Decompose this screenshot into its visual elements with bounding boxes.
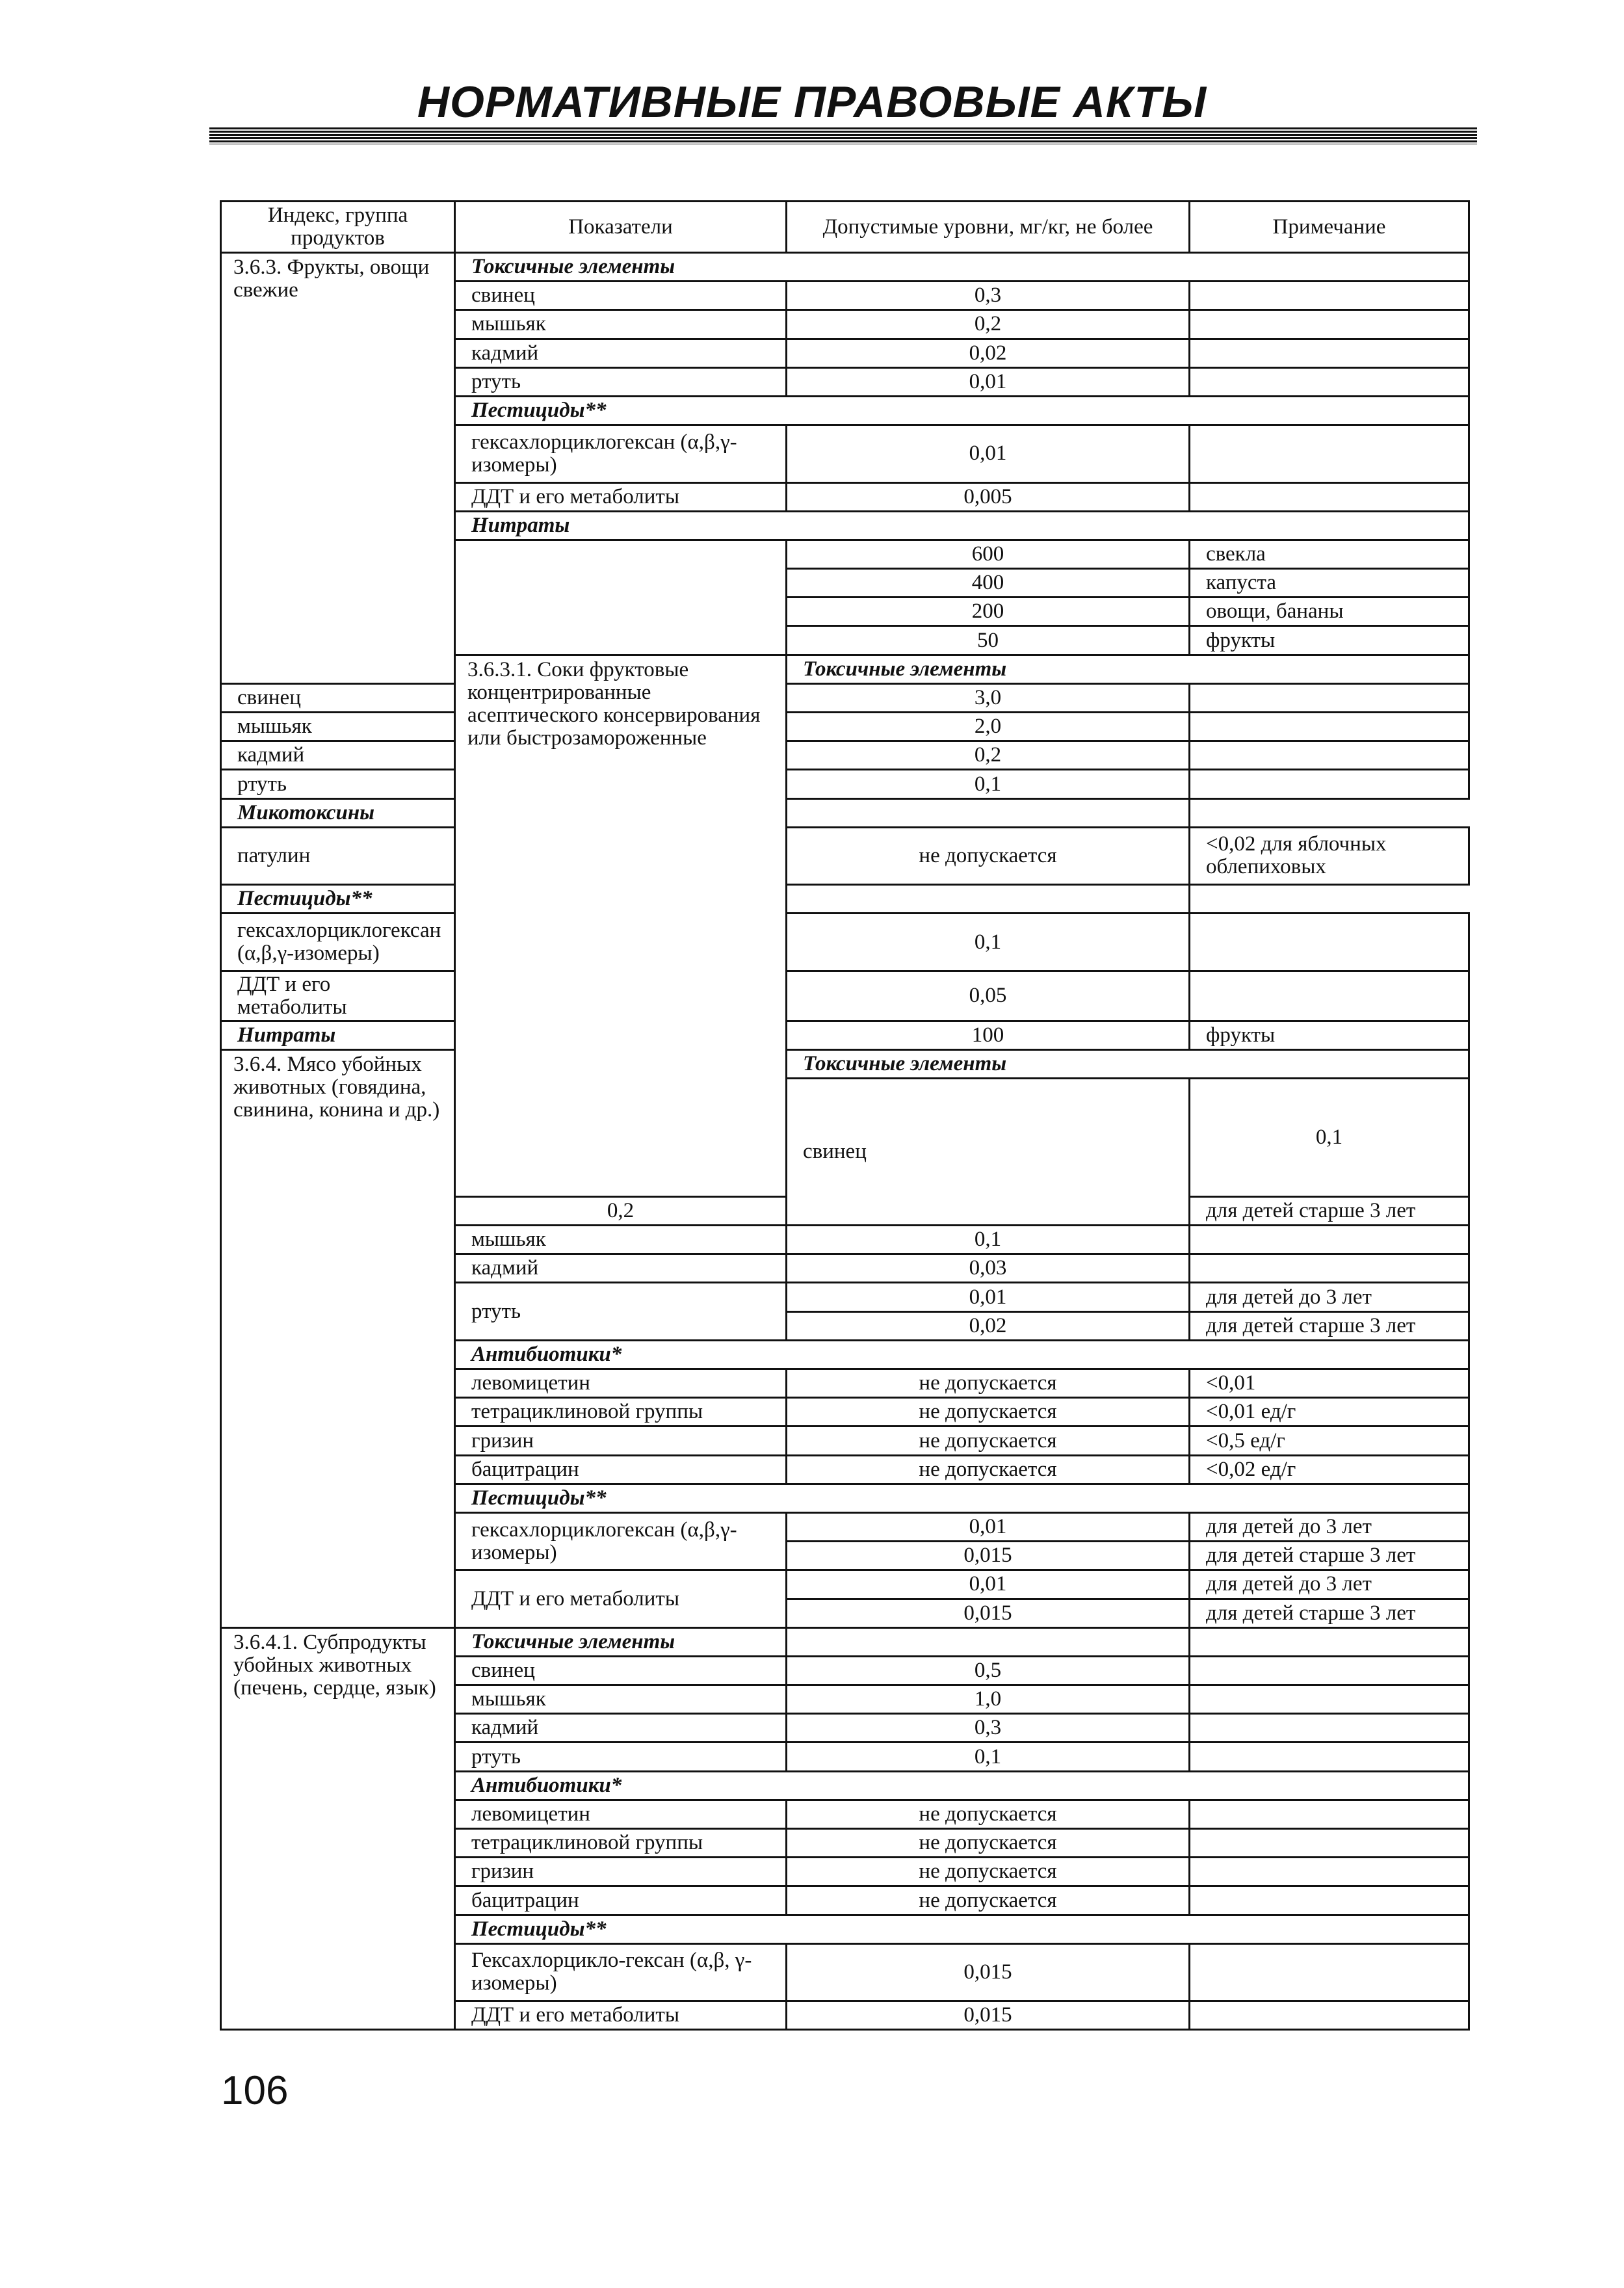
table-cell <box>1190 1943 1469 2001</box>
limit-value-cell: 0,2 <box>455 1196 787 1225</box>
table-body <box>221 253 1469 2030</box>
limit-value-cell: не допускается <box>787 1398 1190 1427</box>
table-cell <box>1190 425 1469 482</box>
limit-value-cell: 0,2 <box>787 310 1190 339</box>
table-cell: левомицетин <box>455 1800 787 1828</box>
table-cell: тетрациклиновой группы <box>455 1398 787 1427</box>
table-cell: мышьяк <box>455 310 787 339</box>
limit-value-cell: не допускается <box>787 1455 1190 1484</box>
table-cell <box>1190 770 1469 798</box>
table-cell: гексахлорциклогексан (α,β,γ-изомеры) <box>455 425 787 482</box>
table-cell: свинец <box>221 683 455 712</box>
limit-value-cell: 200 <box>787 598 1190 626</box>
table-cell <box>1190 1656 1469 1685</box>
limit-value-cell: 0,1 <box>787 1226 1190 1254</box>
table-row <box>221 971 1469 1021</box>
table-cell <box>1190 1800 1469 1828</box>
section-heading-cell: Нитраты <box>455 511 1469 540</box>
table-cell: <0,02 ед/г <box>1190 1455 1469 1484</box>
table-row <box>221 1049 1469 1078</box>
limits-table <box>220 200 1470 2031</box>
table-cell: овощи, бананы <box>1190 598 1469 626</box>
table-cell <box>1190 1685 1469 1714</box>
table-row <box>221 798 1469 827</box>
table-cell: для детей старше 3 лет <box>1190 1599 1469 1627</box>
table-cell: мышьяк <box>455 1226 787 1254</box>
column-header-note: Примечание <box>1190 202 1469 253</box>
limit-value-cell: 2,0 <box>787 713 1190 741</box>
table-cell <box>1190 1742 1469 1771</box>
section-heading-cell: Антибиотики* <box>455 1771 1469 1800</box>
limit-value-cell: не допускается <box>787 1886 1190 1915</box>
product-group-cell: 3.6.3.1. Соки фруктовые концентрированные асептического консервирования или быстрозамороженные <box>455 655 787 1196</box>
table-header-row <box>221 202 1469 253</box>
table-cell: свинец <box>787 1079 1190 1226</box>
section-heading-cell: Токсичные элементы <box>787 655 1469 683</box>
table-cell: капуста <box>1190 569 1469 598</box>
table-cell: ДДТ и его метаболиты <box>455 2001 787 2030</box>
table-cell <box>1190 1858 1469 1886</box>
table-cell: свинец <box>455 282 787 310</box>
table-row <box>221 741 1469 770</box>
limit-value-cell: 600 <box>787 540 1190 568</box>
table-cell: кадмий <box>455 339 787 367</box>
limit-value-cell: 0,02 <box>787 1311 1190 1340</box>
product-group-cell: 3.6.4.1. Субпродукты убойных животных (печень, сердце, язык) <box>221 1627 455 2030</box>
table-cell <box>1190 339 1469 367</box>
limit-value-cell: 0,015 <box>787 1943 1190 2001</box>
section-heading-cell: Токсичные элементы <box>455 253 1469 282</box>
limit-value-cell: не допускается <box>787 827 1190 884</box>
table-cell <box>1190 1226 1469 1254</box>
column-header-index: Индекс, группа продуктов <box>221 202 455 253</box>
table-cell <box>1190 741 1469 770</box>
table-cell <box>1190 914 1469 971</box>
table-cell: гексахлорциклогексан (α,β,γ-изомеры) <box>221 914 455 971</box>
table-row <box>221 770 1469 798</box>
limit-value-cell: 400 <box>787 569 1190 598</box>
table-cell: гризин <box>455 1427 787 1455</box>
table-cell: для детей до 3 лет <box>1190 1283 1469 1311</box>
limit-value-cell: 0,1 <box>1190 1079 1469 1197</box>
table-cell: патулин <box>221 827 455 884</box>
limit-value-cell: 0,015 <box>787 1599 1190 1627</box>
section-heading-cell: Токсичные элементы <box>455 1627 787 1656</box>
page-number: 106 <box>221 2068 289 2113</box>
limit-value-cell: 0,01 <box>787 425 1190 482</box>
limit-value-cell: 0,5 <box>787 1656 1190 1685</box>
table-cell <box>455 540 787 655</box>
limit-value-cell: 0,02 <box>787 339 1190 367</box>
table-cell: гексахлорциклогексан (α,β,γ-изомеры) <box>455 1512 787 1570</box>
limit-value-cell: 0,015 <box>787 1542 1190 1570</box>
table-cell <box>1190 971 1469 1021</box>
table-cell <box>1190 282 1469 310</box>
table-cell: свинец <box>455 1656 787 1685</box>
table-cell <box>1190 713 1469 741</box>
table-cell: для детей до 3 лет <box>1190 1570 1469 1599</box>
limit-value-cell: 0,01 <box>787 1283 1190 1311</box>
column-header-levels: Допустимые уровни, мг/кг, не более <box>787 202 1190 253</box>
table-cell: для детей старше 3 лет <box>1190 1196 1469 1225</box>
table-cell: тетрациклиновой группы <box>455 1829 787 1858</box>
table-row <box>221 1021 1469 1049</box>
section-heading-cell: Токсичные элементы <box>787 1049 1469 1078</box>
table-cell: фрукты <box>1190 626 1469 655</box>
table-cell: кадмий <box>455 1254 787 1283</box>
table-cell: левомицетин <box>455 1369 787 1398</box>
table-row <box>221 713 1469 741</box>
table-row <box>221 914 1469 971</box>
section-heading-cell: Микотоксины <box>221 798 1190 827</box>
limit-value-cell: 0,3 <box>787 282 1190 310</box>
table-row <box>221 827 1469 884</box>
table-cell <box>1190 2001 1469 2030</box>
table-cell <box>1190 1886 1469 1915</box>
section-heading-cell: Пестициды** <box>455 1915 1469 1943</box>
section-heading-cell: Пестициды** <box>455 396 1469 425</box>
table-cell: бацитрацин <box>455 1886 787 1915</box>
table-cell: фрукты <box>1190 1021 1469 1049</box>
table-cell: <0,01 ед/г <box>1190 1398 1469 1427</box>
table-cell <box>1190 683 1469 712</box>
limit-value-cell: 0,05 <box>787 971 1190 1021</box>
table-cell: ДДТ и его метаболиты <box>455 1570 787 1627</box>
table-cell: <0,5 ед/г <box>1190 1427 1469 1455</box>
table-cell: свекла <box>1190 540 1469 568</box>
table-cell: ДДТ и его метаболиты <box>455 482 787 511</box>
section-heading-cell: Пестициды** <box>455 1484 1469 1512</box>
table-cell: ртуть <box>221 770 455 798</box>
limit-value-cell: 50 <box>787 626 1190 655</box>
table-cell: мышьяк <box>221 713 455 741</box>
product-group-cell: 3.6.4. Мясо убойных животных (говядина, свинина, конина и др.) <box>221 1049 455 1627</box>
limit-value-cell: 0,03 <box>787 1254 1190 1283</box>
limit-value-cell: не допускается <box>787 1829 1190 1858</box>
limit-value-cell: 0,3 <box>787 1714 1190 1742</box>
table-cell <box>1190 1714 1469 1742</box>
table-cell: <0,02 для яблочных облепиховых <box>1190 827 1469 884</box>
table-cell <box>787 1627 1190 1656</box>
product-group-cell: 3.6.3. Фрукты, овощи свежие <box>221 253 455 684</box>
table-cell: ртуть <box>455 367 787 396</box>
limit-value-cell: не допускается <box>787 1858 1190 1886</box>
limit-value-cell: 0,01 <box>787 367 1190 396</box>
table-cell: ДДТ и его метаболиты <box>221 971 455 1021</box>
limit-value-cell: 3,0 <box>787 683 1190 712</box>
table-cell <box>1190 1829 1469 1858</box>
table-cell <box>1190 310 1469 339</box>
table-cell <box>1190 1627 1469 1656</box>
header-rule <box>209 127 1477 144</box>
section-heading-cell: Антибиотики* <box>455 1340 1469 1369</box>
table-cell: для детей до 3 лет <box>1190 1512 1469 1541</box>
limit-value-cell: 0,015 <box>787 2001 1190 2030</box>
limit-value-cell: 1,0 <box>787 1685 1190 1714</box>
table-cell: для детей старше 3 лет <box>1190 1542 1469 1570</box>
limit-value-cell: не допускается <box>787 1427 1190 1455</box>
limit-value-cell: 0,01 <box>787 1570 1190 1599</box>
table-cell: <0,01 <box>1190 1369 1469 1398</box>
limit-value-cell: не допускается <box>787 1369 1190 1398</box>
column-header-indicators: Показатели <box>455 202 787 253</box>
table-cell <box>1190 367 1469 396</box>
table-row <box>221 885 1469 914</box>
table-cell: для детей старше 3 лет <box>1190 1311 1469 1340</box>
table-cell <box>1190 1254 1469 1283</box>
table-cell: гризин <box>455 1858 787 1886</box>
table-cell: бацитрацин <box>455 1455 787 1484</box>
table-cell: Гексахлорцикло-гексан (α,β, γ-изомеры) <box>455 1943 787 2001</box>
table-row <box>221 253 1469 282</box>
page-header-title: НОРМАТИВНЫЕ ПРАВОВЫЕ АКТЫ <box>417 77 1207 127</box>
limit-value-cell: 0,005 <box>787 482 1190 511</box>
table-cell: ртуть <box>455 1283 787 1340</box>
limit-value-cell: не допускается <box>787 1800 1190 1828</box>
table-row <box>221 683 1469 712</box>
section-heading-cell: Нитраты <box>221 1021 455 1049</box>
limit-value-cell: 100 <box>787 1021 1190 1049</box>
limit-value-cell: 0,2 <box>787 741 1190 770</box>
limit-value-cell: 0,1 <box>787 770 1190 798</box>
table-row <box>221 1627 1469 1656</box>
limit-value-cell: 0,1 <box>787 1742 1190 1771</box>
table-cell: кадмий <box>221 741 455 770</box>
table-cell: ртуть <box>455 1742 787 1771</box>
table-cell: мышьяк <box>455 1685 787 1714</box>
table-cell <box>1190 482 1469 511</box>
table-cell: кадмий <box>455 1714 787 1742</box>
limit-value-cell: 0,01 <box>787 1512 1190 1541</box>
limit-value-cell: 0,1 <box>787 914 1190 971</box>
section-heading-cell: Пестициды** <box>221 885 1190 914</box>
